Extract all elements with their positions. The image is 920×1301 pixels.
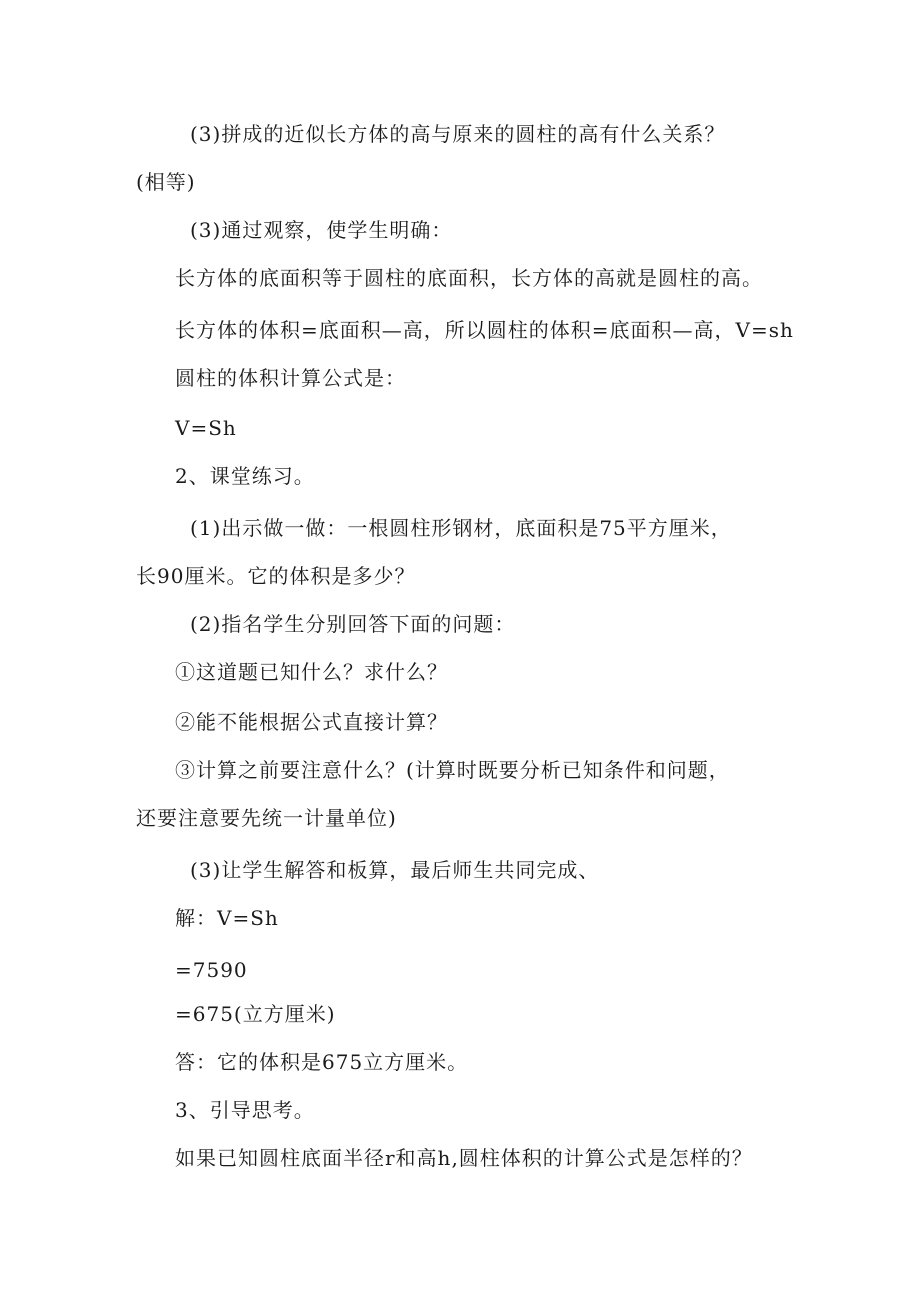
paragraph-line: (3)通过观察，使学生明确： [190,218,453,242]
answer-line: 答：它的体积是675立方厘米。 [175,1050,469,1074]
paragraph-line: (相等) [136,170,196,194]
formula-line: V=Sh [175,416,237,440]
solution-line: 解：V=Sh [175,906,279,930]
section-heading: 3、引导思考。 [175,1098,315,1122]
paragraph-line: 还要注意要先统一计量单位) [136,806,397,830]
paragraph-line: 长方体的体积=底面积—高，所以圆柱的体积=底面积—高，V=sh [175,318,794,342]
question-line: ③计算之前要注意什么？(计算时既要分析已知条件和问题， [175,758,730,782]
solution-line: =675(立方厘米) [175,1002,336,1026]
paragraph-line: 如果已知圆柱底面半径r和高h,圆柱体积的计算公式是怎样的？ [175,1146,753,1170]
paragraph-line: 长方体的底面积等于圆柱的底面积，长方体的高就是圆柱的高。 [175,266,763,290]
paragraph-line: (2)指名学生分别回答下面的问题： [190,612,516,636]
solution-line: =7590 [175,958,248,982]
paragraph-line: 圆柱的体积计算公式是： [175,366,406,390]
paragraph-line: (1)出示做一做：一根圆柱形钢材，底面积是75平方厘米， [190,516,732,540]
question-line: ②能不能根据公式直接计算？ [175,710,448,734]
paragraph-line: (3)拼成的近似长方体的高与原来的圆柱的高有什么关系？ [190,122,726,146]
question-line: ①这道题已知什么？求什么？ [175,660,448,684]
section-heading: 2、课堂练习。 [175,464,315,488]
paragraph-line: (3)让学生解答和板算，最后师生共同完成、 [190,858,600,882]
paragraph-line: 长90厘米。它的体积是多少？ [136,564,416,588]
